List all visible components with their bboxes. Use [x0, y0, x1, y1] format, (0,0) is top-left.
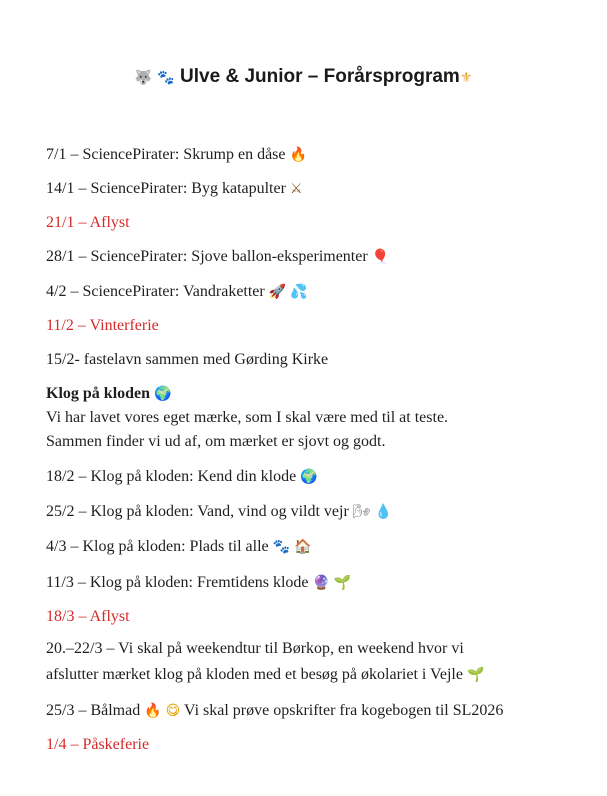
crystal-ball-icon: 🔮 [312, 575, 330, 591]
paw-prints-icon: 🐾 [272, 539, 291, 555]
program-item-holiday: 1/4 – Påskeferie [46, 736, 150, 753]
globe-icon: 🌍 [154, 386, 172, 402]
program-item: 25/2 – Klog på kloden: Vand, vind og vildt vejr 🌬 💧 [46, 503, 393, 520]
weekend-trip-line: afslutter mærket klog på kloden med et besøg på økolariet i Vejle 🌱 [46, 666, 485, 683]
wolf-icon: 🐺 [134, 70, 153, 86]
house-icon: 🏠 [294, 539, 312, 555]
title-text: Ulve & Junior – Forårsprogram [180, 66, 460, 87]
program-item: 11/3 – Klog på kloden: Fremtidens klode 🔮 🌱 [46, 574, 352, 591]
program-item: 28/1 – SciencePirater: Sjove ballon-eksperimenter 🎈 [46, 248, 390, 265]
paw-prints-icon: 🐾 [157, 70, 175, 86]
program-item: 4/2 – SciencePirater: Vandraketter 🚀 💦 [46, 283, 308, 300]
program-item: 4/3 – Klog på kloden: Plads til alle 🐾 🏠 [46, 538, 312, 555]
section-description: Sammen finder vi ud af, om mærket er sjovt og godt. [46, 433, 386, 450]
droplet-icon: 💧 [374, 504, 393, 520]
rocket-icon: 🚀 [268, 284, 287, 300]
program-item-cancelled: 21/1 – Aflyst [46, 214, 130, 231]
fire-icon: 🔥 [144, 703, 162, 719]
seedling-icon: 🌱 [333, 575, 352, 591]
catapult-icon: ⚔ [289, 181, 303, 197]
program-item: 15/2- fastelavn sammen med Gørding Kirke [46, 351, 329, 368]
globe-icon: 🌍 [300, 469, 318, 485]
program-item-holiday: 11/2 – Vinterferie [46, 317, 159, 334]
wind-icon: 🌬 [352, 504, 371, 520]
balloon-icon: 🎈 [371, 249, 390, 265]
water-drops-icon: 💦 [290, 284, 308, 300]
program-item: 25/3 – Bålmad 🔥 😋 Vi skal prøve opskrifter fra kogebogen til SL2026 [46, 702, 504, 719]
program-item: 14/1 – SciencePirater: Byg katapulter ⚔ [46, 180, 303, 197]
fire-icon: 🔥 [289, 147, 307, 163]
program-item: 7/1 – SciencePirater: Skrump en dåse 🔥 [46, 146, 307, 163]
page-title [0, 66, 607, 88]
seedling-icon: 🌱 [466, 667, 485, 683]
program-item-cancelled: 18/3 – Aflyst [46, 608, 130, 625]
weekend-trip-line: 20.–22/3 – Vi skal på weekendtur til Børkop, en weekend hvor vi [46, 640, 464, 657]
fleur-de-lis-icon: ⚜ [459, 70, 473, 86]
section-heading: Klog på kloden 🌍 [46, 385, 172, 402]
program-item: 18/2 – Klog på kloden: Kend din klode 🌍 [46, 468, 318, 485]
section-description: Vi har lavet vores eget mærke, som I skal være med til at teste. [46, 409, 449, 426]
yum-face-icon: 😋 [165, 703, 181, 719]
